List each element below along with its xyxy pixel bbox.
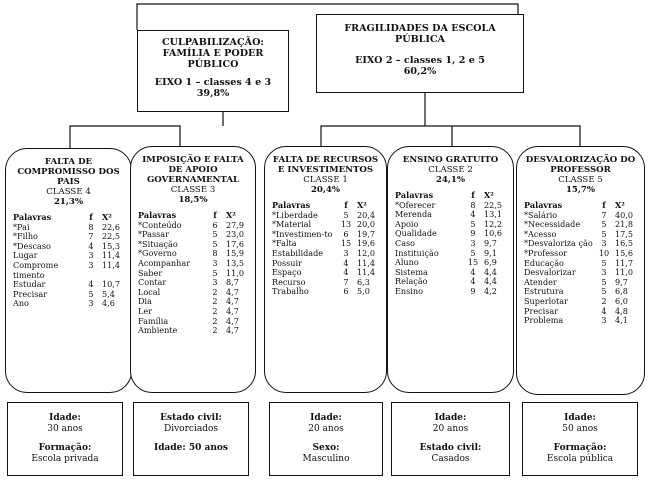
word: Estrutura	[524, 286, 564, 297]
frequency: 3	[88, 298, 94, 309]
frequency: 5	[601, 228, 607, 239]
frequency: 3	[212, 257, 218, 268]
class-percent: 24,1%	[435, 175, 466, 185]
chi-square: 4,7	[226, 286, 239, 297]
word: Problema	[524, 315, 564, 326]
chi-square: 4,7	[226, 315, 239, 326]
frequency: 5	[343, 209, 349, 220]
profile-label-1: Idade:	[564, 413, 596, 423]
chi-square: 9,7	[615, 276, 628, 287]
frequency: 5	[212, 238, 218, 249]
profile-class-4	[7, 402, 123, 476]
chi-square: 13,1	[484, 209, 503, 220]
word: Desvalorizar	[524, 267, 576, 278]
chi-square: 11,4	[102, 259, 121, 270]
frequency: 4	[343, 257, 349, 268]
profile-value-1: 50 anos	[562, 424, 598, 434]
header-f: f	[471, 190, 475, 200]
frequency: 13	[340, 219, 352, 230]
class-title: FALTA DE RECURSOS E INVESTIMENTOS	[272, 155, 379, 175]
frequency: 8	[212, 248, 218, 259]
chi-square: 16,5	[615, 238, 634, 249]
frequency: 15	[467, 257, 479, 268]
word: *Situação	[138, 238, 178, 249]
frequency: 4	[343, 267, 349, 278]
frequency: 5	[88, 288, 94, 299]
frequency: 7	[601, 209, 607, 220]
word: Família	[138, 315, 169, 326]
header-x: X²	[102, 212, 112, 222]
frequency: 5	[601, 286, 607, 297]
word: Ensino	[395, 285, 423, 296]
word: Precisar	[13, 288, 48, 299]
header-word: Palavras	[524, 200, 563, 210]
word: Comprome timento	[13, 259, 59, 280]
frequency: 7	[343, 276, 349, 287]
class-5-box	[516, 146, 645, 395]
chi-square: 4,6	[102, 298, 115, 309]
chi-square: 11,0	[226, 267, 245, 278]
chi-square: 5,0	[357, 286, 370, 297]
word: Espaço	[272, 267, 302, 278]
frequency: 5	[212, 267, 218, 278]
word: Aluno	[395, 257, 419, 268]
chi-square: 4,2	[484, 285, 497, 296]
chi-square: 15,3	[102, 240, 121, 251]
frequency: 6	[343, 286, 349, 297]
word-table	[394, 191, 507, 297]
word: *Passar	[138, 229, 169, 240]
frequency: 3	[470, 237, 476, 248]
word-row	[394, 287, 507, 297]
frequency: 15	[340, 238, 352, 249]
frequency: 5	[601, 257, 607, 268]
word: *Desvaloriza ção	[524, 238, 593, 249]
word-table	[137, 211, 249, 336]
word: *Governo	[138, 248, 177, 259]
chi-square: 6,0	[615, 295, 628, 306]
axis-1-box	[137, 30, 289, 112]
chi-square: 4,7	[226, 325, 239, 336]
word: Ano	[13, 298, 29, 309]
chi-square: 19,6	[357, 238, 376, 249]
header-f: f	[89, 212, 93, 222]
axis-2-title: FRAGILIDADES DA ESCOLA PÚBLICA	[344, 23, 496, 45]
word: Dia	[138, 296, 152, 307]
axis-1-title: CULPABILIZAÇÃO: FAMÍLIA E PODER PÚBLICO	[162, 37, 264, 70]
header-f: f	[602, 200, 606, 210]
frequency: 7	[88, 231, 94, 242]
class-number: CLASSE 4	[46, 187, 91, 197]
profile-label-2: Idade: 50 anos	[154, 443, 228, 453]
word: *Professor	[524, 247, 568, 258]
frequency: 3	[212, 277, 218, 288]
chi-square: 4,7	[226, 296, 239, 307]
word-row	[523, 316, 638, 326]
header-word: Palavras	[138, 210, 177, 220]
chi-square: 40,0	[615, 209, 634, 220]
word-table	[12, 213, 125, 309]
chi-square: 6,3	[357, 276, 370, 287]
profile-value-2: Escola pública	[546, 454, 614, 464]
profile-value-2: Casados	[431, 454, 470, 464]
frequency: 4	[88, 279, 94, 290]
word: Relação	[395, 276, 428, 287]
chi-square: 15,6	[615, 247, 634, 258]
word: *Acesso	[524, 228, 557, 239]
frequency: 5	[470, 247, 476, 258]
chi-square: 9,7	[484, 237, 497, 248]
frequency: 4	[470, 209, 476, 220]
frequency: 8	[470, 199, 476, 210]
word: Contar	[138, 277, 167, 288]
frequency: 4	[470, 276, 476, 287]
class-2-box	[387, 146, 514, 393]
header-word: Palavras	[395, 190, 434, 200]
word: Estudar	[13, 279, 46, 290]
class-title: FALTA DE COMPROMISSO DOS PAIS	[17, 157, 120, 187]
word: Recurso	[272, 276, 306, 287]
word: *Pai	[13, 221, 30, 232]
word: Sistema	[395, 266, 428, 277]
chi-square: 10,7	[102, 279, 121, 290]
header-word: Palavras	[272, 200, 311, 210]
profile-value-1: 20 anos	[432, 424, 469, 434]
frequency: 8	[88, 221, 94, 232]
axis-2-box	[316, 14, 524, 93]
chi-square: 4,4	[484, 266, 497, 277]
class-title: DESVALORIZAÇÃO DO PROFESSOR	[525, 155, 636, 175]
word: Ler	[138, 305, 153, 316]
chi-square: 19,7	[357, 228, 376, 239]
axis-2-eixo: EIXO 2 – classes 1, 2 e 5	[355, 55, 485, 66]
chi-square: 22,6	[102, 221, 121, 232]
class-number: CLASSE 2	[428, 165, 473, 175]
class-title: ENSINO GRATUITO	[402, 155, 499, 165]
chi-square: 5,4	[102, 288, 115, 299]
frequency: 10	[598, 247, 610, 258]
header-f: f	[213, 210, 217, 220]
word: *Conteúdo	[138, 219, 182, 230]
chi-square: 17,6	[226, 238, 245, 249]
profile-label-2: Formação:	[38, 443, 92, 453]
frequency: 2	[212, 305, 218, 316]
chi-square: 22,5	[102, 231, 121, 242]
axis-1-percent: 39,8%	[196, 88, 230, 99]
frequency: 3	[88, 259, 94, 270]
chi-square: 15,9	[226, 248, 245, 259]
chi-square: 11,4	[357, 267, 376, 278]
frequency: 5	[470, 218, 476, 229]
header-x: X²	[226, 210, 236, 220]
word-row	[137, 326, 249, 336]
profile-label-2: Formação:	[553, 443, 607, 453]
class-number: CLASSE 1	[303, 175, 348, 185]
frequency: 4	[470, 266, 476, 277]
word: Superlotar	[524, 295, 569, 306]
header-word: Palavras	[13, 212, 52, 222]
class-3-box	[130, 146, 256, 393]
chi-square: 20,4	[357, 209, 376, 220]
word: Educação	[524, 257, 564, 268]
frequency: 2	[212, 286, 218, 297]
profile-value-2: Masculino	[302, 454, 350, 464]
profile-label-1: Idade:	[434, 413, 467, 423]
axis-2-percent: 60,2%	[403, 66, 437, 77]
word: *Liberdade	[272, 209, 318, 220]
frequency: 3	[601, 267, 607, 278]
chi-square: 8,7	[226, 277, 239, 288]
class-title: IMPOSIÇÃO E FALTA DE APOIO GOVERNAMENTAL	[142, 155, 244, 185]
profile-label-2: Estado civil:	[419, 443, 482, 453]
profile-label-2: Sexo:	[312, 443, 340, 453]
profile-value-1: 30 anos	[47, 424, 83, 434]
word: *Falta	[272, 238, 297, 249]
word: Precisar	[524, 305, 559, 316]
header-f: f	[344, 200, 348, 210]
profile-label-1: Idade:	[310, 413, 342, 423]
frequency: 4	[601, 305, 607, 316]
profile-class-5	[522, 402, 638, 476]
word: *Filho	[13, 231, 38, 242]
frequency: 3	[601, 315, 607, 326]
header-x: X²	[484, 190, 494, 200]
frequency: 2	[212, 325, 218, 336]
profile-value-2: Escola privada	[31, 454, 99, 464]
frequency: 5	[601, 276, 607, 287]
word: Ambiente	[138, 325, 178, 336]
class-number: CLASSE 3	[170, 185, 216, 195]
word: *Investimen-to	[272, 228, 333, 239]
chi-square: 13,5	[226, 257, 245, 268]
frequency: 3	[88, 250, 94, 261]
chi-square: 27,9	[226, 219, 245, 230]
axis-1-eixo: EIXO 1 – classes 4 e 3	[154, 77, 272, 88]
frequency: 6	[343, 228, 349, 239]
word: Atender	[524, 276, 557, 287]
chi-square: 4,1	[615, 315, 628, 326]
chi-square: 6,8	[615, 286, 628, 297]
chi-square: 4,8	[615, 305, 628, 316]
word: Apoio	[395, 218, 419, 229]
word: *Material	[272, 219, 312, 230]
class-percent: 18,5%	[178, 195, 208, 205]
profile-class-2	[391, 402, 510, 476]
chi-square: 23,0	[226, 229, 245, 240]
frequency: 5	[212, 229, 218, 240]
frequency: 2	[601, 295, 607, 306]
word: *Necessidade	[524, 219, 581, 230]
chi-square: 12,0	[357, 247, 376, 258]
word-table	[523, 201, 638, 326]
frequency: 3	[343, 247, 349, 258]
frequency: 2	[212, 315, 218, 326]
chi-square: 6,9	[484, 257, 497, 268]
class-percent: 21,3%	[53, 197, 84, 207]
profile-class-1	[269, 402, 383, 476]
profile-value-1: 20 anos	[308, 424, 344, 434]
frequency: 4	[88, 240, 94, 251]
chi-square: 11,0	[615, 267, 634, 278]
frequency: 5	[601, 219, 607, 230]
chi-square: 10,6	[484, 228, 503, 239]
class-number: CLASSE 5	[558, 175, 603, 185]
frequency: 6	[212, 219, 218, 230]
chi-square: 11,7	[615, 257, 634, 268]
class-1-box	[264, 146, 387, 393]
frequency: 9	[470, 285, 476, 296]
word: Merenda	[395, 209, 432, 220]
word-row	[12, 299, 125, 309]
word: Instituição	[395, 247, 439, 258]
word: Caso	[395, 237, 416, 248]
header-x: X²	[357, 200, 367, 210]
chi-square: 4,4	[484, 276, 497, 287]
profile-label-1: Estado civil:	[160, 413, 222, 423]
chi-square: 20,0	[357, 219, 376, 230]
chi-square: 12,2	[484, 218, 503, 229]
chi-square: 21,8	[615, 219, 634, 230]
class-4-box	[5, 148, 132, 393]
chi-square: 22,5	[484, 199, 503, 210]
word: Estabilidade	[272, 247, 324, 258]
class-percent: 20,4%	[310, 185, 341, 195]
word-row	[12, 261, 125, 280]
chi-square: 11,4	[102, 250, 121, 261]
word: *Salário	[524, 209, 558, 220]
profile-class-3	[133, 402, 249, 476]
chi-square: 9,1	[484, 247, 497, 258]
frequency: 3	[601, 238, 607, 249]
frequency: 2	[212, 296, 218, 307]
word: Trabalho	[272, 286, 309, 297]
frequency: 9	[470, 228, 476, 239]
word: Possuir	[272, 257, 302, 268]
word-table	[271, 201, 380, 297]
chi-square: 17,5	[615, 228, 634, 239]
word: Local	[138, 286, 161, 297]
word: *Oferecer	[395, 199, 436, 210]
word: *Descaso	[13, 240, 51, 251]
chi-square: 11,4	[357, 257, 376, 268]
profile-value-1: Divorciados	[164, 424, 218, 434]
word: Saber	[138, 267, 163, 278]
header-x: X²	[615, 200, 625, 210]
chi-square: 4,7	[226, 305, 239, 316]
profile-label-1: Idade:	[49, 413, 81, 423]
word: Qualidade	[395, 228, 437, 239]
class-percent: 15,7%	[565, 185, 596, 195]
word: Lugar	[13, 250, 38, 261]
word-row	[271, 287, 380, 297]
word: Acompanhar	[138, 257, 191, 268]
